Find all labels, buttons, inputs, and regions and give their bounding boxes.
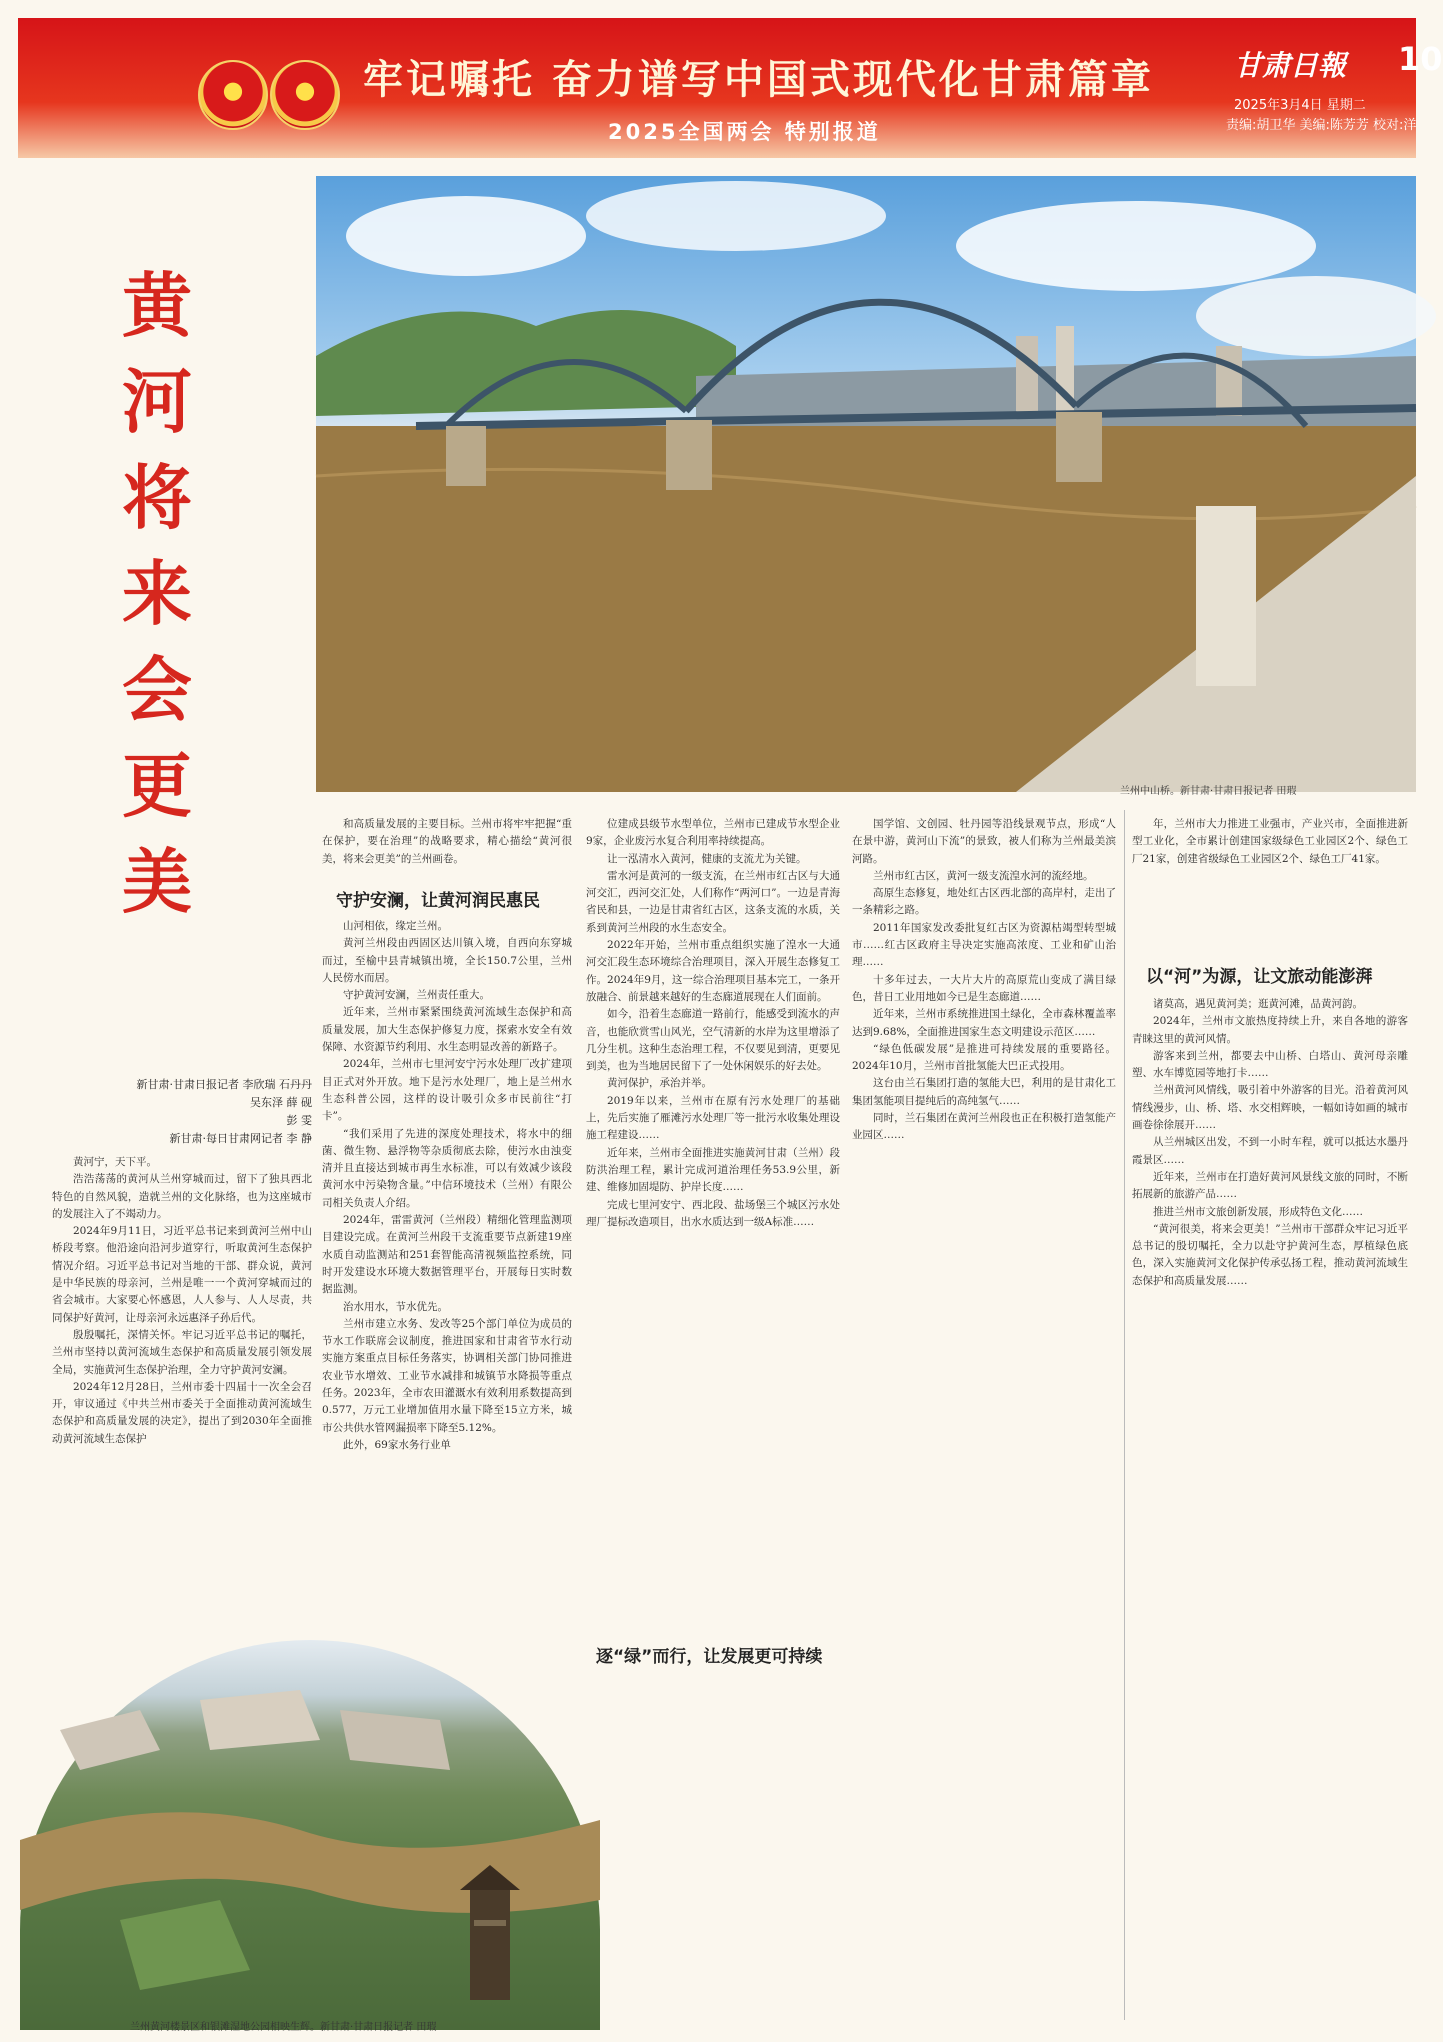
subhead-3: 以“河”为源，让文旅动能澎湃 — [1146, 967, 1373, 987]
paragraph: 如今，沿着生态廊道一路前行，能感受到流水的声音，也能欣赏雪山风光，空气清新的水岸为这里增添了几分生机。这种生态治理工程，不仅要见到清，更要见到美，也为当地居民留下了一处休闲娱乐的好去处。 — [586, 1008, 840, 1073]
article-column-1 — [52, 1154, 312, 1624]
paragraph: 此外，69家水务行业单 — [343, 1438, 451, 1451]
paragraph: 山河相依，缘定兰州。 — [343, 920, 448, 932]
bridge-illustration — [316, 176, 1416, 792]
paragraph: 2024年9月11日，习近平总书记来到黄河兰州中山桥段考察。他沿途向沿河步道穿行，听取黄河生态保护情况介绍。习近平总书记对当地的干部、群众说，黄河是中华民族的母亲河，兰州是唯一一个黄河穿城而过的省会城市。大家要心怀感恩，人人参与、人人尽责，共同保护好黄河，让母亲河永远惠泽子孙后代。 — [52, 1225, 312, 1324]
paragraph: 守护黄河安澜，兰州责任重大。 — [343, 989, 490, 1002]
masthead-logo: 甘肃日報 — [1234, 49, 1347, 82]
cppcc-emblem-icon — [270, 60, 340, 130]
banner-title: 牢记嘱托 奋力谱写中国式现代化甘肃篇章 — [363, 57, 1154, 103]
aerial-photo-caption: 兰州黄河楼景区和银滩湿地公园相映生辉。新甘肃·甘肃日报记者 田瑕 — [130, 2022, 437, 2033]
byline-1: 新甘肃·甘肃日报记者 李欣瑞 石丹丹 — [136, 1078, 312, 1091]
page-banner — [18, 18, 1443, 158]
paragraph: 推进兰州市文旅创新发展，形成特色文化…… — [1153, 1205, 1363, 1218]
paragraph: 从兰州城区出发，不到一小时车程，就可以抵达水墨丹霞景区…… — [1132, 1136, 1408, 1166]
paragraph: 黄河宁，天下平。 — [73, 1156, 157, 1168]
paragraph: 殷殷嘱托，深情关怀。牢记习近平总书记的嘱托，兰州市坚持以黄河流域生态保护和高质量发展引领发展全局，实施黄河生态保护治理，全力守护黄河安澜。 — [52, 1328, 312, 1376]
paragraph: 十多年过去，一大片大片的高原荒山变成了满目绿色，昔日工业用地如今已是生态廊道…… — [852, 973, 1116, 1003]
national-emblem-icon — [198, 60, 268, 130]
column-divider — [1124, 810, 1125, 2020]
aerial-illustration — [20, 1640, 600, 2030]
date-line: 2025年3月4日 星期二 — [1234, 98, 1366, 113]
emblems — [198, 60, 348, 140]
main-photo-caption: 兰州中山桥。新甘肃·甘肃日报记者 田瑕 — [1120, 786, 1297, 797]
paragraph: 同时，兰石集团在黄河兰州段也正在积极打造氢能产业园区…… — [852, 1112, 1116, 1142]
main-photo-bridge — [316, 176, 1416, 792]
paragraph: 近年来，兰州市全面推进实施黄河甘肃（兰州）段防洪治理工程，累计完成河道治理任务53.9公里，新建、维修加固堤防、护岸长度…… — [586, 1146, 840, 1194]
paragraph: “我们采用了先进的深度处理技术，将水中的细菌、微生物、悬浮物等杂质彻底去除，使污水由浊变清并且直接达到城市再生水标准，可以有效减少该段黄河水中污染物含量。”中信环境技术（兰州）有限公司相关负责人介绍。 — [322, 1127, 572, 1209]
paragraph: “黄河很美，将来会更美！”兰州市干部群众牢记习近平总书记的殷切嘱托，全力以赴守护黄河生态，厚植绿色底色，深入实施黄河文化保护传承弘扬工程，推动黄河流域生态保护和高质量发展…… — [1132, 1222, 1408, 1287]
paragraph: 2024年，兰州市文旅热度持续上升，来自各地的游客青睐这里的黄河风情。 — [1132, 1015, 1408, 1045]
aerial-photo-riverside — [20, 1640, 600, 2030]
paragraph: 让一泓清水入黄河，健康的支流尤为关键。 — [607, 852, 807, 865]
paragraph: 2011年国家发改委批复红古区为资源枯竭型转型城市……红古区政府主导决定实施高浓度、工业和矿山治理…… — [852, 921, 1116, 969]
subhead-1: 守护安澜，让黄河润民惠民 — [336, 891, 540, 911]
paragraph: 完成七里河安宁、西北段、盐场堡三个城区污水处理厂提标改造项目，出水水质达到一级A标准…… — [586, 1198, 840, 1228]
byline-2: 吴东泽 薛 砚 — [250, 1096, 312, 1109]
page-number: 10 — [1398, 40, 1443, 78]
banner-subtitle: 2025全国两会 特别报道 — [608, 120, 881, 144]
paragraph: 位建成县级节水型单位，兰州市已建成节水型企业9家，企业废污水复合利用率持续提高。 — [586, 818, 840, 848]
paragraph: 国学馆、文创园、牡丹园等沿线景观节点，形成“人在景中游，黄河山下流”的景致，被人们称为兰州最美滨河路。 — [852, 818, 1116, 865]
editors-line: 责编:胡卫华 美编:陈芳芳 校对:洋 — [1226, 118, 1417, 133]
paragraph: 近年来，兰州市紧紧围绕黄河流域生态保护和高质量发展，加大生态保护修复力度，探索水安全有效保障、水资源节约利用、水生态明显改善的新路子。 — [322, 1006, 572, 1054]
paragraph: 2019年以来，兰州市在原有污水处理厂的基础上，先后实施了雁滩污水处理厂等一批污水收集处理设施工程建设…… — [586, 1094, 840, 1142]
paragraph: 兰州市红古区，黄河一级支流湟水河的流经地。 — [873, 869, 1094, 882]
byline-4: 新甘肃·每日甘肃网记者 李 静 — [169, 1132, 312, 1145]
article-column-5 — [1132, 996, 1408, 2016]
paragraph: 黄河保护，承治并举。 — [607, 1077, 712, 1090]
paragraph: 诸莫高，遇见黄河美；逛黄河滩，品黄河韵。 — [1153, 998, 1363, 1010]
paragraph: 兰州黄河风情线，吸引着中外游客的目光。沿着黄河风情线漫步，山、桥、塔、水交相辉映，一幅如诗如画的城市画卷徐徐展开…… — [1132, 1084, 1408, 1132]
paragraph: 和高质量发展的主要目标。兰州市将牢牢把握“重在保护，要在治理”的战略要求，精心描绘“黄河很美，将来会更美”的兰州画卷。 — [322, 818, 572, 865]
headline: 黄河将来会更美 — [122, 264, 192, 923]
paragraph: “绿色低碳发展”是推进可持续发展的重要路径。2024年10月，兰州市首批氢能大巴正式投用。 — [852, 1042, 1116, 1073]
subhead-2: 逐“绿”而行，让发展更可持续 — [596, 1647, 823, 1667]
paragraph: 雷水河是黄河的一级支流，在兰州市红古区与大通河交汇，西河交汇处，人们称作“两河口”。一边是青海省民和县，一边是甘肃省红古区，这条支流的水质，关系到黄河兰州段的水生态安全。 — [586, 869, 840, 934]
paragraph: 游客来到兰州，都要去中山桥、白塔山、黄河母亲雕塑、水车博览园等地打卡…… — [1132, 1049, 1408, 1080]
paragraph: 治水用水，节水优先。 — [343, 1300, 448, 1313]
paragraph: 浩浩荡荡的黄河从兰州穿城而过，留下了独具西北特色的自然风貌，造就兰州的文化脉络，也为这座城市的发展注入了不竭动力。 — [52, 1173, 312, 1220]
paragraph: 近年来，兰州市在打造好黄河风景线文旅的同时，不断拓展新的旅游产品…… — [1132, 1170, 1408, 1201]
paragraph: 年，兰州市大力推进工业强市，产业兴市，全面推进新型工业化，全市累计创建国家级绿色工业园区2个、绿色工厂21家，创建省级绿色工业园区2个、绿色工厂41家。 — [1132, 818, 1408, 865]
paragraph: 2024年，兰州市七里河安宁污水处理厂改扩建项目正式对外开放。地下是污水处理厂，地上是兰州水生态科普公园，这样的设计吸引众多市民前往“打卡”。 — [322, 1058, 572, 1123]
paragraph: 2024年，雷雷黄河（兰州段）精细化管理监测项目建设完成。在黄河兰州段干支流重要节点新建19座水质自动监测站和251套智能高清视频监控系统，同时开发建设水环境大数据管理平台，开展每日实时数据监测。 — [322, 1214, 572, 1296]
byline-3: 彭 雯 — [286, 1114, 312, 1127]
article-column-2 — [322, 918, 572, 1624]
article-column-5-top — [1132, 816, 1408, 950]
article-column-3 — [586, 816, 840, 1632]
paragraph: 兰州市建立水务、发改等25个部门单位为成员的节水工作联席会议制度，推进国家和甘肃省节水行动实施方案重点目标任务落实，协调相关部门协同推进农业节水增效、工业节水减排和城镇节水降损等重点任务。2023年，全市农田灌溉水有效利用系数提高到0.577，万元工业增加值用水量下降至15立方米，城市公共供水管网漏损率下降至5.12%。 — [322, 1317, 572, 1434]
paragraph: 2024年12月28日，兰州市委十四届十一次全会召开，审议通过《中共兰州市委关于全面推动黄河流域生态保护和高质量发展的决定》，提出了到2030年全面推动黄河流域生态保护 — [52, 1380, 312, 1445]
article-column-4 — [852, 816, 1116, 1976]
paragraph: 这台由兰石集团打造的氢能大巴，利用的是甘肃化工集团氢能项目提纯后的高纯氢气…… — [852, 1077, 1116, 1107]
paragraph: 2022年开始，兰州市重点组织实施了湟水一大通河交汇段生态环境综合治理项目，深入开展生态修复工作。2024年9月，这一综合治理项目基本完工，一条开放融合、前景越来越好的生态廊道展现在人们面前。 — [586, 939, 840, 1003]
paragraph: 高原生态修复，地处红古区西北部的高岸村，走出了一条精彩之路。 — [852, 887, 1116, 917]
article-column-2-top — [322, 816, 572, 886]
paragraph: 黄河兰州段由西固区达川镇入境，自西向东穿城而过，至榆中县青城镇出境，全长150.7公里，兰州人民傍水而居。 — [322, 937, 572, 984]
paragraph: 近年来，兰州市系统推进国土绿化，全市森林覆盖率达到9.68%，全面推进国家生态文明建设示范区…… — [852, 1008, 1116, 1038]
